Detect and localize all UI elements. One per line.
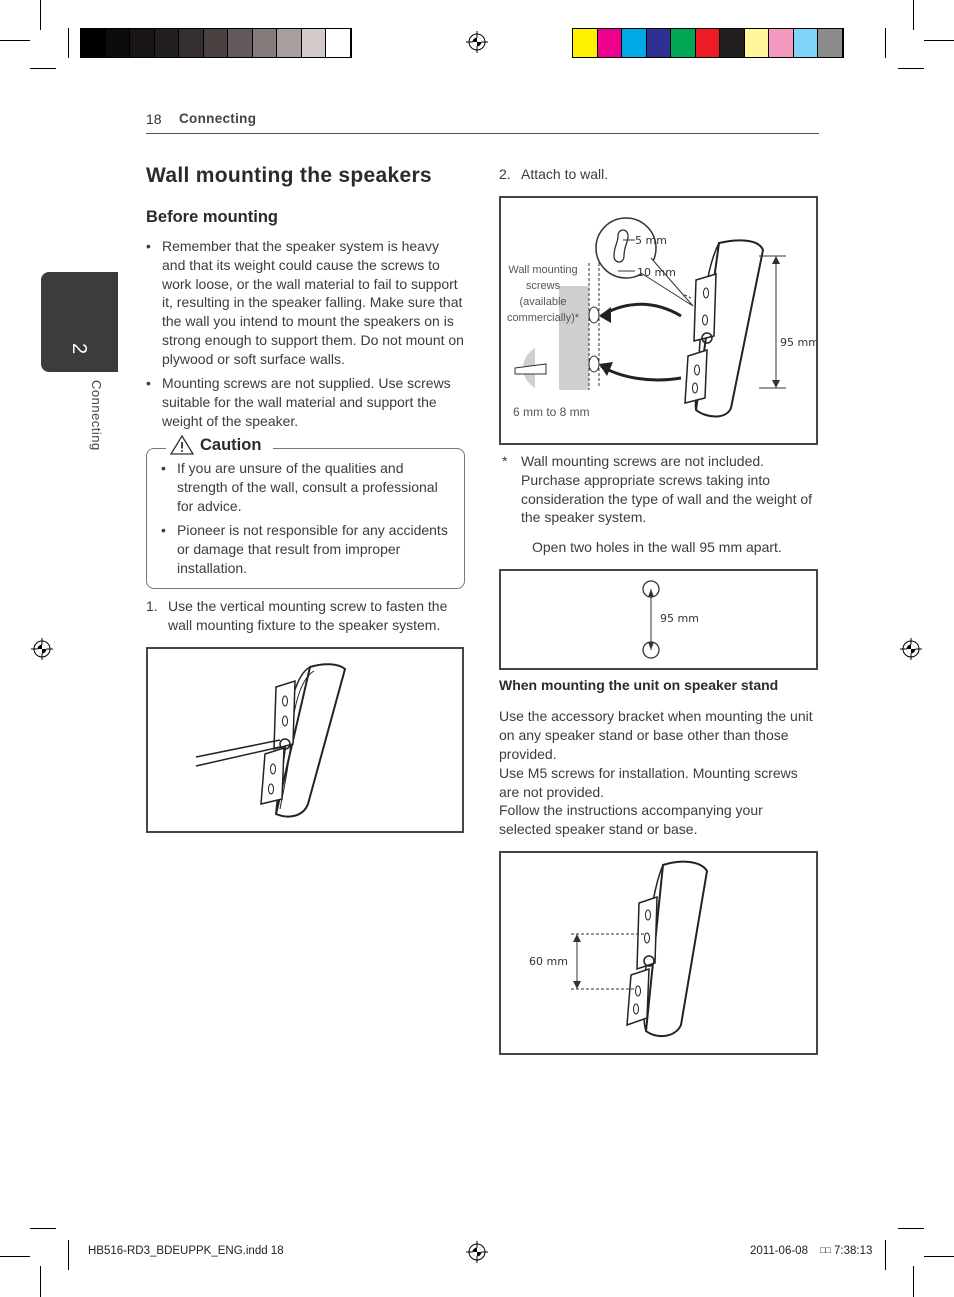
crop-mark: [898, 68, 924, 69]
speaker-screwdriver-illustration: [148, 649, 462, 831]
crop-mark: [924, 1256, 954, 1257]
crop-mark: [913, 0, 914, 30]
bullet-icon: •: [161, 460, 166, 476]
footnote-text: Wall mounting screws are not included. Purchase appropriate screws taking into consideration the type of wall and the weight of the speaker system.: [521, 453, 813, 526]
crop-mark: [68, 28, 69, 58]
hole-spacing-illustration: [501, 571, 816, 668]
header-divider: [146, 133, 819, 134]
registration-mark-icon: [466, 1241, 488, 1263]
crop-mark: [898, 1228, 924, 1229]
color-swatch: [277, 29, 302, 57]
grayscale-color-bar: [80, 28, 352, 58]
figure-stand-bracket: [499, 851, 818, 1055]
bullet-icon: •: [146, 238, 151, 254]
crop-mark: [40, 1266, 41, 1297]
page-title: Wall mounting the speakers: [146, 164, 432, 187]
step-number: 1.: [146, 598, 158, 614]
color-swatch: [155, 29, 180, 57]
stand-paragraph: Use M5 screws for installation. Mounting screws are not provided.: [499, 765, 798, 800]
stand-bracket-illustration: [501, 853, 816, 1053]
color-swatch: [130, 29, 155, 57]
color-swatch: [302, 29, 327, 57]
color-swatch: [253, 29, 278, 57]
screws-label: Wall mounting screws (available commercially)*: [506, 264, 580, 324]
color-swatch: [228, 29, 253, 57]
crop-mark: [30, 68, 56, 69]
color-swatch: [204, 29, 229, 57]
color-swatch: [794, 29, 819, 57]
footer-filename: HB516-RD3_BDEUPPK_ENG.indd 18: [88, 1245, 284, 1257]
figure-wall-attach: [499, 196, 818, 445]
color-swatch: [573, 29, 598, 57]
color-swatch: [769, 29, 794, 57]
color-swatch: [106, 29, 131, 57]
page-number: 18: [146, 111, 162, 127]
registration-mark-icon: [900, 638, 922, 660]
color-swatch: [671, 29, 696, 57]
color-swatch: [81, 29, 106, 57]
chapter-number: 2: [68, 343, 90, 355]
caution-heading: [166, 435, 273, 455]
color-swatch: [622, 29, 647, 57]
caution-text: If you are unsure of the qualities and strength of the wall, consult a professional for advice.: [177, 460, 438, 514]
step-text: Attach to wall.: [521, 166, 609, 182]
color-swatch: [696, 29, 721, 57]
footer-time: 7:38:13: [834, 1245, 873, 1257]
color-swatch: [647, 29, 672, 57]
step-text: Use the vertical mounting screw to fasten the wall mounting fixture to the speaker system.: [168, 598, 448, 633]
dim-6-8mm-label: 6 mm to 8 mm: [513, 405, 590, 419]
color-swatch: [745, 29, 770, 57]
crop-mark: [30, 1228, 56, 1229]
bullet-text: Mounting screws are not supplied. Use screws suitable for the wall material and support the weight of the speaker.: [162, 375, 451, 429]
bullet-icon: •: [146, 375, 151, 391]
stand-paragraph: Follow the instructions accompanying your selected speaker stand or base.: [499, 802, 763, 837]
process-color-bar: [572, 28, 844, 58]
registration-mark-icon: [466, 31, 488, 53]
section-title: Connecting: [179, 111, 257, 126]
stand-paragraph: Use the accessory bracket when mounting the unit on any speaker stand or base other than those provided.: [499, 708, 813, 762]
bullet-icon: •: [161, 522, 166, 538]
figure-hole-spacing: [499, 569, 818, 670]
dim-5mm-label: 5 mm: [635, 234, 667, 247]
caution-title: Caution: [200, 435, 262, 454]
chapter-tab: [41, 272, 118, 372]
stand-heading: When mounting the unit on speaker stand: [499, 677, 779, 693]
color-swatch: [179, 29, 204, 57]
crop-mark: [924, 40, 954, 41]
dim-95mm-label: 95 mm: [780, 336, 816, 349]
chapter-label: Connecting: [89, 380, 104, 451]
crop-mark: [913, 1266, 914, 1297]
crop-mark: [885, 28, 886, 58]
crop-mark: [0, 1256, 30, 1257]
footer-date: 2011-06-08: [750, 1245, 808, 1257]
color-swatch: [818, 29, 843, 57]
caution-text: Pioneer is not responsible for any accidents or damage that result from improper installation.: [177, 522, 448, 576]
registration-mark-icon: [31, 638, 53, 660]
footnote-mark: *: [502, 453, 508, 469]
color-swatch: [326, 29, 351, 57]
dim-95mm-label: 95 mm: [660, 612, 699, 625]
figure-screw-fixture: [146, 647, 464, 833]
footer-glyph: □□: [820, 1245, 831, 1255]
step-number: 2.: [499, 166, 511, 182]
color-swatch: [720, 29, 745, 57]
warning-icon: [170, 435, 194, 455]
crop-mark: [0, 40, 30, 41]
crop-mark: [40, 0, 41, 30]
dim-10mm-label: 10 mm: [637, 266, 676, 279]
color-swatch: [598, 29, 623, 57]
crop-mark: [885, 1240, 886, 1270]
subheading-before-mounting: Before mounting: [146, 208, 278, 226]
bullet-text: Remember that the speaker system is heavy and that its weight could cause the screws to work loose, or the wall material to fail to support it, resulting in the speaker falling. Make sure that the wall you intend to mount the speakers on is strong enough to support them. Do not mount on plywood or soft surface walls.: [162, 238, 464, 367]
crop-mark: [68, 1240, 69, 1270]
dim-60mm-label: 60 mm: [529, 955, 568, 968]
holes-instruction: Open two holes in the wall 95 mm apart.: [532, 539, 782, 555]
